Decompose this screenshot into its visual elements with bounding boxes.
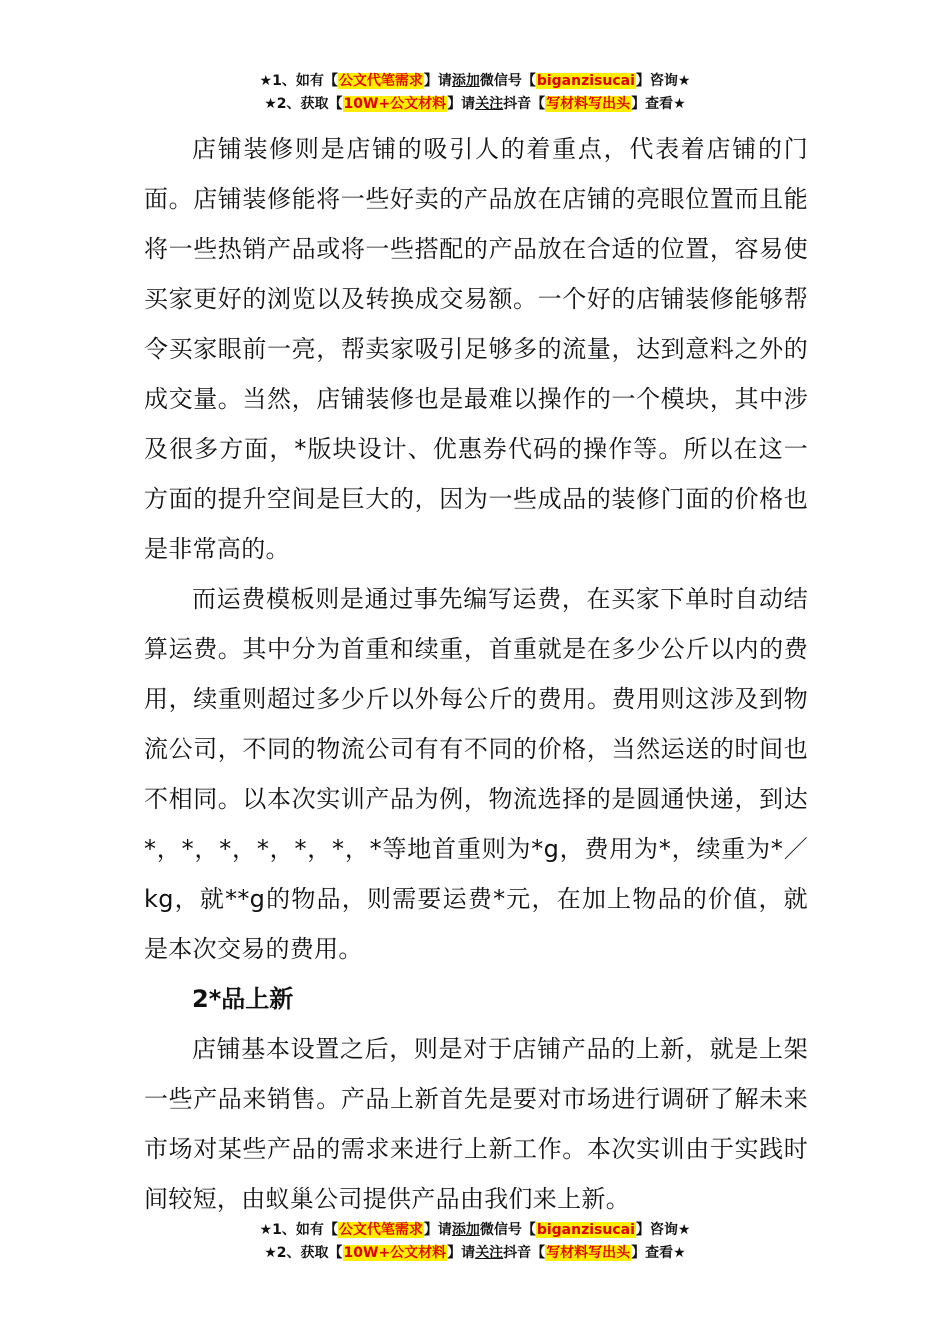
highlight-douyin-account: 写材料写出头 [546, 1245, 631, 1261]
banner-underlined: 关注 [475, 96, 504, 112]
banner-text: 】查看★ [631, 96, 686, 112]
footer-line-2 [0, 1242, 950, 1265]
banner-text: 微信号【 [479, 1222, 536, 1238]
banner-underlined: 关注 [475, 1245, 504, 1261]
header-line-2 [0, 93, 950, 116]
banner-text: 】查看★ [631, 1245, 686, 1261]
highlight-service: 公文代笔需求 [338, 1222, 423, 1238]
header-banner [0, 70, 950, 116]
paragraph-store-decoration: 店铺装修则是店铺的吸引人的着重点，代表着店铺的门面。店铺装修能将一些好卖的产品放在店铺的亮眼位置而且能将一些热销产品或将一些搭配的产品放在合适的位置，容易使买家更好的浏览以及转换成交易额。一个好的店铺装修能够帮令买家眼前一亮，帮卖家吸引足够多的流量，达到意料之外的成交量。当然，店铺装修也是最难以操作的一个模块，其中涉及很多方面，*版块设计、优惠券代码的操作等。所以在这一方面的提升空间是巨大的，因为一些成品的装修门面的价格也是非常高的。 [144, 135, 808, 563]
banner-underlined: 添加 [451, 73, 480, 89]
banner-text: 】咨询★ [635, 73, 691, 89]
banner-text: 微信号【 [479, 73, 536, 89]
banner-text: ★1、如有【 [259, 73, 338, 89]
banner-text: 】请 [423, 73, 452, 89]
header-line-1 [0, 70, 950, 93]
banner-text: 抖音【 [503, 1245, 546, 1261]
section-heading: 2*品上新 [192, 985, 294, 1013]
footer-banner [0, 1219, 950, 1265]
footer-line-1 [0, 1219, 950, 1242]
document-body [144, 124, 808, 1224]
banner-underlined: 添加 [451, 1222, 480, 1238]
paragraph-shipping-template: 而运费模板则是通过事先编写运费，在买家下单时自动结算运费。其中分为首重和续重，首重就是在多少公斤以内的费用，续重则超过多少斤以外每公斤的费用。费用则这涉及到物流公司，不同的物流公司有有不同的价格，当然运送的时间也不相同。以本次实训产品为例，物流选择的是圆通快递，到达*，*，*，*，*，*，*等地首重则为*g，费用为*，续重为*／kg，就**g的物品，则需要运费*元，在加上物品的价值，就是本次交易的费用。 [144, 585, 808, 963]
banner-text: 抖音【 [503, 96, 546, 112]
highlight-wechat-id: biganzisucai [536, 73, 635, 89]
banner-text: ★2、获取【 [264, 1245, 343, 1261]
banner-text: 】请 [447, 96, 476, 112]
banner-text: 】咨询★ [635, 1222, 691, 1238]
highlight-materials: 10W+公文材料 [343, 1245, 447, 1261]
paragraph-new-products: 店铺基本设置之后，则是对于店铺产品的上新，就是上架一些产品来销售。产品上新首先是要对市场进行调研了解未来市场对某些产品的需求来进行上新工作。本次实训由于实践时间较短，由蚁巢公司提供产品由我们来上新。 [144, 1035, 808, 1213]
highlight-service: 公文代笔需求 [338, 73, 423, 89]
highlight-douyin-account: 写材料写出头 [546, 96, 631, 112]
highlight-materials: 10W+公文材料 [343, 96, 447, 112]
banner-text: ★2、获取【 [264, 96, 343, 112]
highlight-wechat-id: biganzisucai [536, 1222, 635, 1238]
banner-text: 】请 [423, 1222, 452, 1238]
banner-text: ★1、如有【 [259, 1222, 338, 1238]
banner-text: 】请 [447, 1245, 476, 1261]
